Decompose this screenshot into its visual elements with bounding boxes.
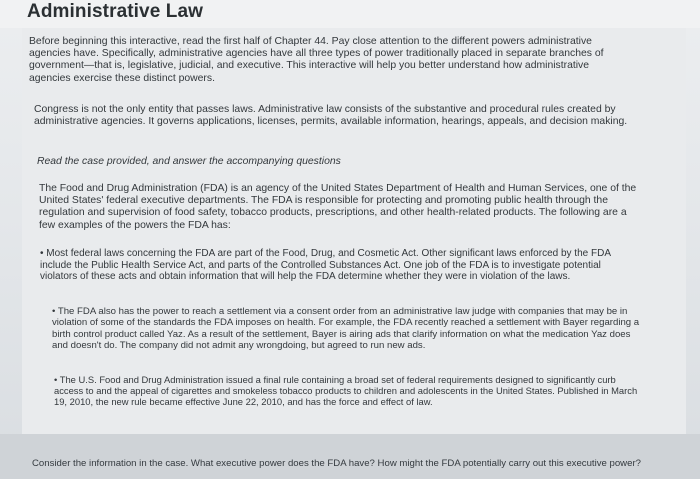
page-title: Administrative Law [27, 1, 204, 22]
content-panel [22, 28, 686, 479]
question-footer [0, 434, 700, 479]
case-paragraph: The Food and Drug Administration (FDA) is an agency of the United States Department of Health and Human Services, one of the United States' federal executive departments. The FDA is responsible for protecting and promoting public health through the regulation and supervision of food safety, tobacco products, prescriptions, and other health-related products. The following are a few examples of the powers the FDA has: [39, 183, 637, 231]
intro-paragraph: Before beginning this interactive, read the first half of Chapter 44. Pay close attention to the different powers administrative agencies have. Specifically, administrative agencies have all three types of power traditionally placed in separate branches of government—that is, legislative, judicial, and executive. This interactive will help you better understand how administrative agencies exercise these distinct powers. [29, 36, 604, 84]
bullet-item: • Most federal laws concerning the FDA are part of the Food, Drug, and Cosmetic Act. Other significant laws enforced by the FDA include the Public Health Service Act, and parts of the Controlled Substances Act. One job of the FDA is to investigate potential violators of these acts and obtain information that will help the FDA determine whether they were in violation of the laws. [40, 248, 611, 283]
question-text: Consider the information in the case. What executive power does the FDA have? How might the FDA potentially carry out this executive power? [32, 458, 641, 469]
title-bar [0, 0, 700, 28]
instruction-text: Read the case provided, and answer the accompanying questions [37, 156, 341, 167]
congress-paragraph: Congress is not the only entity that passes laws. Administrative law consists of the substantive and procedural rules created by administrative agencies. It governs applications, licenses, permits, available information, hearings, appeals, and decision making. [34, 104, 628, 128]
bullet-item: • The FDA also has the power to reach a settlement via a consent order from an administrative law judge with companies that may be in violation of some of the standards the FDA imposes on health. For example, the FDA recently reached a settlement with Bayer regarding a birth control product called Yaz. As a result of the settlement, Bayer is airing ads that clarify information on what the medication Yaz does and doesn't do. The company did not admit any wrongdoing, but agreed to run new ads. [52, 306, 640, 352]
bullet-item: • The U.S. Food and Drug Administration issued a final rule containing a broad set of federal requirements designed to significantly curb access to and the appeal of cigarettes and smokeless tobacco products to children and adolescents in the United States. Published in March 19, 2010, the new rule became effective June 22, 2010, and has the force and effect of law. [54, 374, 638, 408]
